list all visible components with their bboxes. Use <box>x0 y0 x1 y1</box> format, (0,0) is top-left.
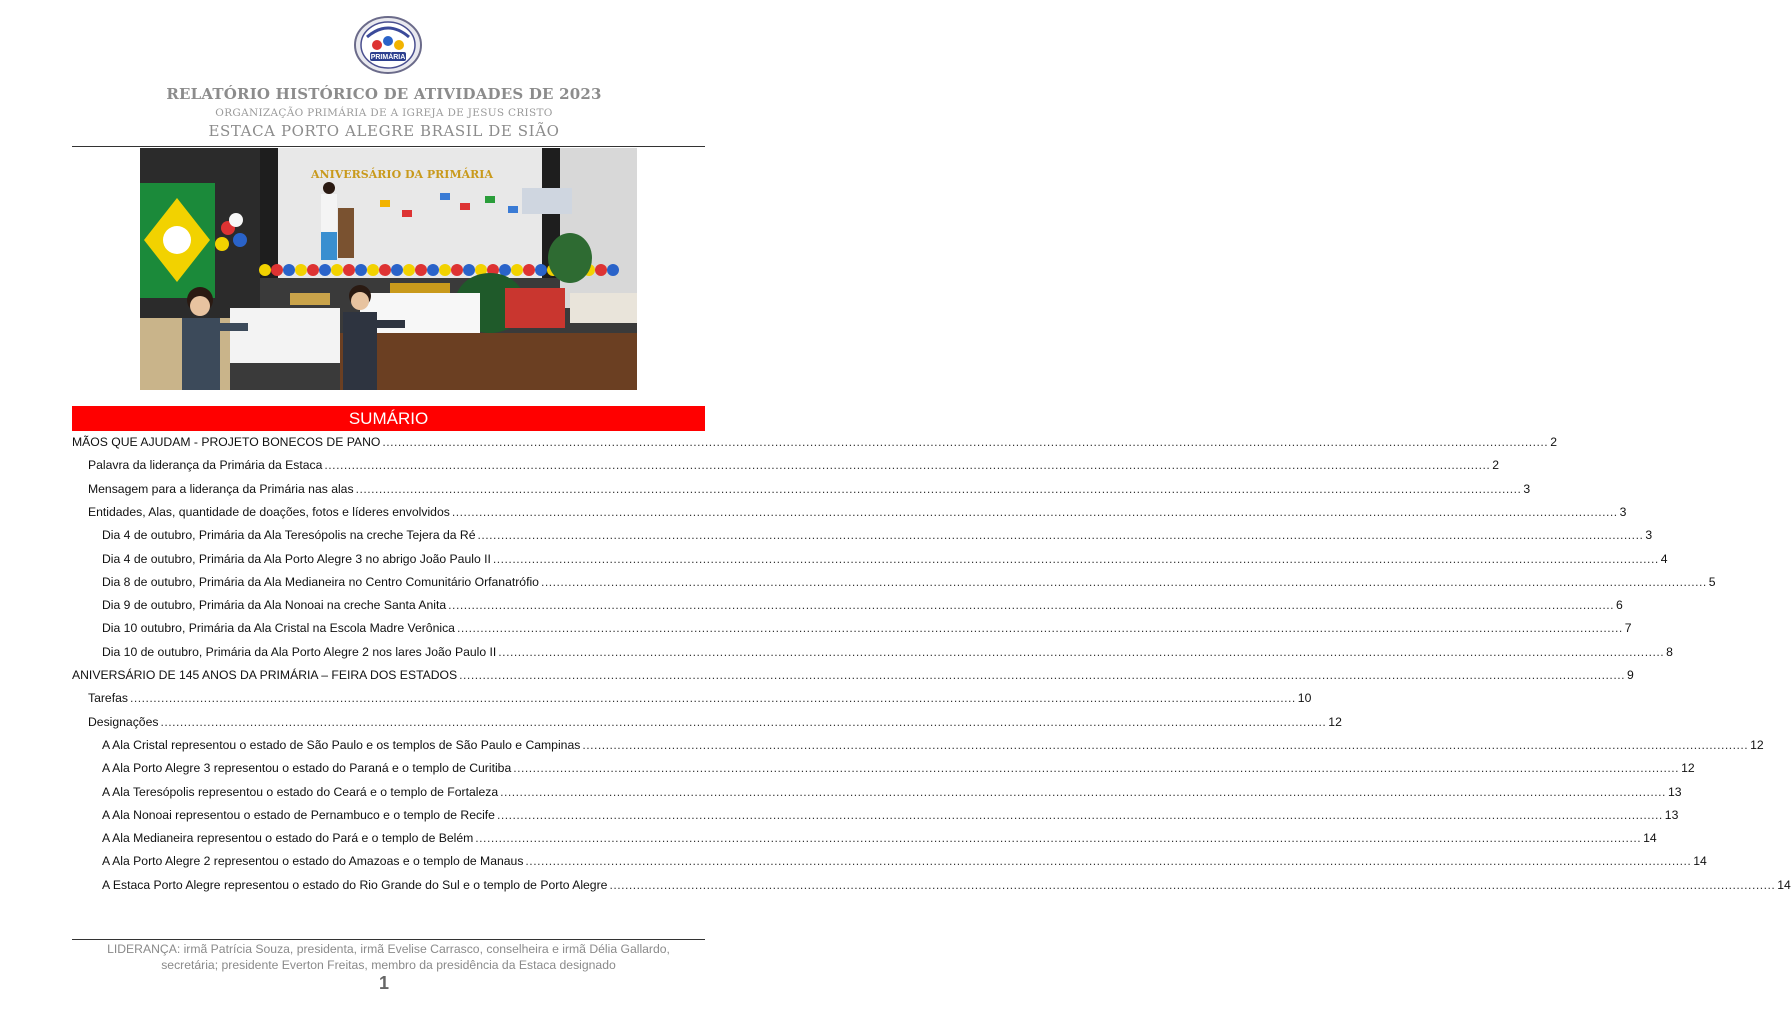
toc-leader-dots: ............................................................................................................................................................................................................................................................................................................ <box>459 668 1625 682</box>
toc-entry-title: Palavra da liderança da Primária da Estaca <box>88 458 323 473</box>
toc-entry-title: Tarefas <box>88 691 128 706</box>
toc-entry-title: A Ala Cristal representou o estado de São Paulo e os templos de São Paulo e Campinas <box>102 737 581 752</box>
toc-entry[interactable] <box>102 594 1623 613</box>
toc-leader-dots: ............................................................................................................................................................................................................................................................................................................ <box>160 714 1327 729</box>
event-photo <box>140 148 637 390</box>
toc-leader-dots: ............................................................................................................................................................................................................................................................................................................ <box>324 458 1491 473</box>
toc-leader-dots: ............................................................................................................................................................................................................................................................................................................ <box>448 598 1614 613</box>
toc-entry[interactable] <box>102 548 1668 566</box>
toc-entry[interactable] <box>102 617 1632 636</box>
toc-leader-dots: ............................................................................................................................................................................................................................................................................................................ <box>475 831 1642 846</box>
organization-subtitle: ORGANIZAÇÃO PRIMÁRIA DE A IGREJA DE JESUS CRISTO <box>215 107 553 119</box>
toc-leader-dots: ............................................................................................................................................................................................................................................................................................................ <box>355 481 1522 496</box>
toc-leader-dots: ............................................................................................................................................................................................................................................................................................................ <box>525 854 1692 869</box>
toc-leader-dots: ............................................................................................................................................................................................................................................................................................................ <box>500 784 1666 799</box>
toc-entry-page: 2 <box>1550 435 1557 449</box>
logo-text: PRIMÁRIA <box>370 54 406 61</box>
toc-entry-title: MÃOS QUE AJUDAM - PROJETO BONECOS DE PANO <box>72 435 381 449</box>
toc-entry[interactable] <box>88 711 1342 729</box>
toc-entry-page: 14 <box>1777 877 1791 892</box>
summary-heading: SUMÁRIO <box>72 406 705 431</box>
toc-entry[interactable] <box>88 687 1312 706</box>
toc-entry-title: Dia 10 de outubro, Primária da Ala Porto Alegre 2 nos lares João Paulo II <box>102 644 497 659</box>
report-title: RELATÓRIO HISTÓRICO DE ATIVIDADES DE 2023 <box>166 85 602 103</box>
toc-entry[interactable] <box>102 524 1653 543</box>
toc-entry-page: 13 <box>1664 807 1679 822</box>
page-number: 1 <box>378 973 389 993</box>
toc-entry-page: 13 <box>1667 784 1682 799</box>
toc-entry-title: Dia 4 de outubro, Primária da Ala Teresópolis na creche Tejera da Ré <box>102 528 476 543</box>
footer-line-2: secretária; presidente Everton Freitas, membro da presidência da Estaca designado <box>161 958 616 972</box>
toc-leader-dots: ............................................................................................................................................................................................................................................................................................................ <box>582 737 1749 752</box>
toc-leader-dots: ............................................................................................................................................................................................................................................................................................................ <box>451 504 1618 519</box>
toc-entry-page: 9 <box>1626 668 1634 682</box>
toc-entry-page: 2 <box>1492 458 1500 473</box>
footer-divider <box>72 939 705 940</box>
toc-entry-title: Dia 4 de outubro, Primária da Ala Porto Alegre 3 no abrigo João Paulo II <box>102 551 491 566</box>
toc-entry-title: Dia 10 outubro, Primária da Ala Cristal na Escola Madre Verônica <box>102 621 455 636</box>
toc-entry-title: Designações <box>88 714 159 729</box>
toc-entry[interactable] <box>102 734 1764 752</box>
toc-entry[interactable] <box>102 827 1657 846</box>
toc-entry-title: ANIVERSÁRIO DE 145 ANOS DA PRIMÁRIA – FEIRA DOS ESTADOS <box>72 668 458 682</box>
toc-entry-page: 10 <box>1297 691 1312 706</box>
toc-entry[interactable] <box>102 781 1682 799</box>
toc-entry-page: 12 <box>1750 737 1764 752</box>
toc-entry-title: Entidades, Alas, quantidade de doações, fotos e líderes envolvidos <box>88 504 450 519</box>
toc-entry-title: Mensagem para a liderança da Primária nas alas <box>88 481 354 496</box>
toc-entry-page: 3 <box>1523 481 1531 496</box>
toc-entry[interactable] <box>102 571 1716 589</box>
stake-name: ESTACA PORTO ALEGRE BRASIL DE SIÃO <box>208 122 560 140</box>
toc-leader-dots: ............................................................................................................................................................................................................................................................................................................ <box>492 551 1659 566</box>
toc-entry[interactable] <box>88 454 1500 473</box>
toc-entry-title: Dia 9 de outubro, Primária da Ala Nonoai na creche Santa Anita <box>102 598 447 613</box>
toc-entry[interactable] <box>102 804 1679 822</box>
toc-entry-page: 3 <box>1619 504 1627 519</box>
footer-line-1: LIDERANÇA: irmã Patrícia Souza, presidenta, irmã Evelise Carrasco, conselheira e irmã Délia Gallardo, <box>107 942 670 956</box>
toc-entry-page: 14 <box>1693 854 1707 869</box>
toc-entry-page: 4 <box>1660 551 1668 566</box>
toc-entry-title: A Ala Nonoai representou o estado de Pernambuco e o templo de Recife <box>102 807 495 822</box>
toc-entry-title: A Ala Teresópolis representou o estado do Ceará e o templo de Fortaleza <box>102 784 499 799</box>
toc-entry-title: Dia 8 de outubro, Primária da Ala Medianeira no Centro Comunitário Orfanatrófio <box>102 574 539 589</box>
photo-banner-text: ANIVERSÁRIO DA PRIMÁRIA <box>311 168 493 181</box>
toc-leader-dots: ............................................................................................................................................................................................................................................................................................................ <box>477 528 1644 543</box>
toc-entry-page: 5 <box>1708 574 1716 589</box>
toc-entry-page: 6 <box>1616 598 1623 613</box>
toc-entry-title: A Ala Porto Alegre 3 representou o estado do Paraná e o templo de Curitiba <box>102 761 512 776</box>
toc-entry[interactable] <box>102 874 1791 892</box>
toc-entry[interactable] <box>102 757 1695 776</box>
toc-entry-title: A Estaca Porto Alegre representou o estado do Rio Grande do Sul e o templo de Porto Alegre <box>102 877 608 892</box>
toc-entry-page: 12 <box>1681 761 1695 776</box>
toc-leader-dots: ............................................................................................................................................................................................................................................................................................................ <box>609 877 1776 892</box>
toc-entry-title: A Ala Medianeira representou o estado do Pará e o templo de Belém <box>102 831 474 846</box>
toc-entry-title: A Ala Porto Alegre 2 representou o estado do Amazoas e o templo de Manaus <box>102 854 524 869</box>
toc-entry-page: 8 <box>1666 644 1673 659</box>
toc-entry-page: 7 <box>1624 621 1632 636</box>
toc-entry-page: 3 <box>1645 528 1653 543</box>
toc-leader-dots: ............................................................................................................................................................................................................................................................................................................ <box>513 761 1680 776</box>
footer-leadership <box>72 941 705 973</box>
toc-entry[interactable] <box>72 664 1634 682</box>
toc-leader-dots: ............................................................................................................................................................................................................................................................................................................ <box>498 644 1665 659</box>
toc-entry[interactable] <box>88 478 1531 496</box>
toc-leader-dots: ............................................................................................................................................................................................................................................................................................................ <box>496 807 1663 822</box>
toc-entry[interactable] <box>102 641 1673 659</box>
toc-entry[interactable] <box>88 501 1627 519</box>
toc-entry[interactable] <box>72 431 1557 449</box>
header-divider <box>72 146 705 147</box>
toc-leader-dots: ............................................................................................................................................................................................................................................................................................................ <box>129 691 1296 706</box>
toc-entry[interactable] <box>102 850 1707 869</box>
toc-entry-page: 14 <box>1643 831 1657 846</box>
toc-leader-dots: ............................................................................................................................................................................................................................................................................................................ <box>540 574 1707 589</box>
toc-entry-page: 12 <box>1328 714 1342 729</box>
toc-leader-dots: ............................................................................................................................................................................................................................................................................................................ <box>456 621 1623 636</box>
primaria-logo <box>353 15 423 75</box>
toc-leader-dots: ............................................................................................................................................................................................................................................................................................................ <box>382 435 1549 449</box>
